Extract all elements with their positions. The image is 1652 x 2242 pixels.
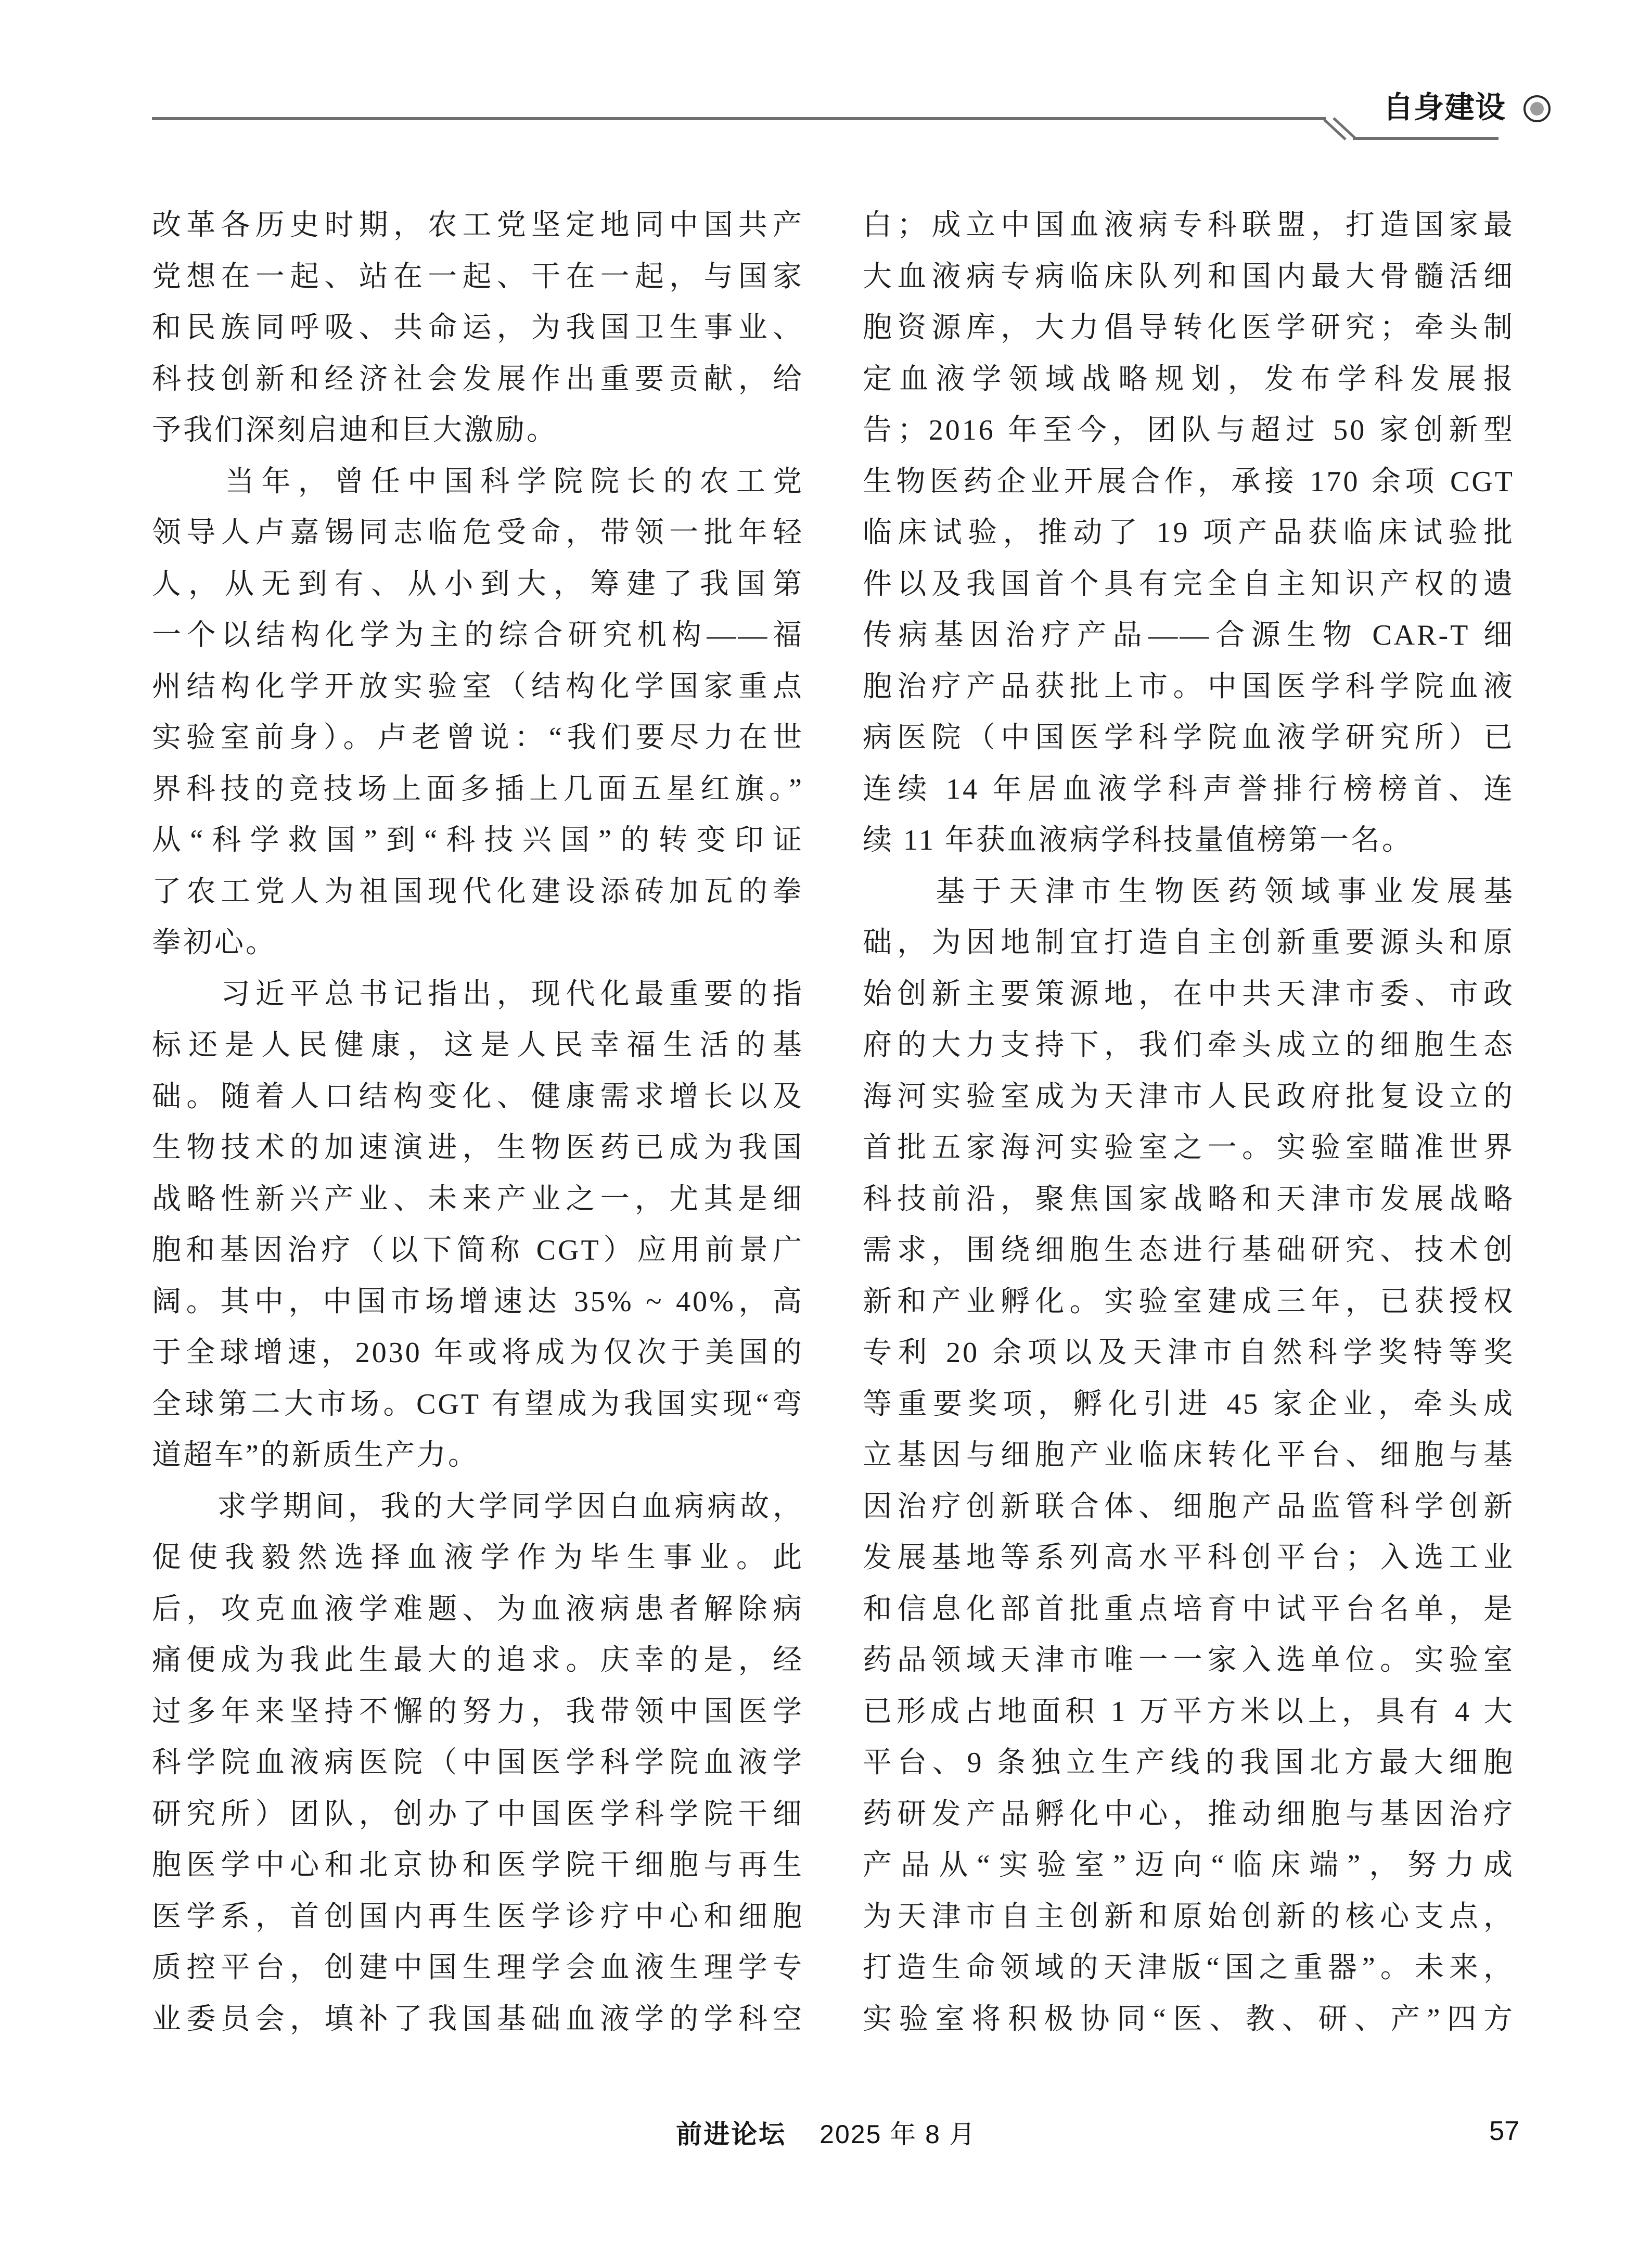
- body-text-line: 始创新主要策源地，在中共天津市委、市政: [863, 978, 1515, 1010]
- footer-center: [0, 2113, 1652, 2151]
- body-text-line: 告；2016 年至今，团队与超过 50 家创新型: [863, 414, 1515, 446]
- body-text-line: 研究所）团队，创办了中国医学科学院干细: [152, 1798, 804, 1830]
- body-text-line: 求学期间，我的大学同学因白血病病故，: [152, 1490, 804, 1523]
- body-text-line: 药研发产品孵化中心，推动细胞与基因治疗: [863, 1798, 1515, 1830]
- body-text-line: 需求，围绕细胞生态进行基础研究、技术创: [863, 1234, 1515, 1266]
- body-text-line: 海河实验室成为天津市人民政府批复设立的: [863, 1080, 1515, 1113]
- body-text-line: 胞治疗产品获批上市。中国医学科学院血液: [863, 670, 1515, 703]
- body-text-line: 胞资源库，大力倡导转化医学研究；牵头制: [863, 312, 1515, 344]
- body-text-line: 阔。其中，中国市场增速达 35% ~ 40%，高: [152, 1285, 804, 1318]
- body-text-line: 等重要奖项，孵化引进 45 家企业，牵头成: [863, 1388, 1515, 1420]
- body-text-line: 药品领域天津市唯一一家入选单位。实验室: [863, 1644, 1515, 1676]
- body-text-line: 临床试验，推动了 19 项产品获临床试验批: [863, 517, 1515, 549]
- body-text-line: 府的大力支持下，我们牵头成立的细胞生态: [863, 1029, 1515, 1061]
- body-text-line: 科技创新和经济社会发展作出重要贡献，给: [152, 363, 804, 395]
- body-text-line: 医学系，首创国内再生医学诊疗中心和细胞: [152, 1900, 804, 1933]
- ring-dot-inner: [1530, 102, 1544, 116]
- body-text-line: 和信息化部首批重点培育中试平台名单，是: [863, 1593, 1515, 1625]
- body-text-line: 生物技术的加速演进，生物医药已成为我国: [152, 1132, 804, 1164]
- body-text-line: 道超车”的新质生产力。: [152, 1439, 479, 1471]
- body-text-line: 过多年来坚持不懈的努力，我带领中国医学: [152, 1695, 804, 1728]
- page-footer: [0, 2113, 1652, 2155]
- body-text-line: 产品从“实验室”迈向“临床端”，努力成: [863, 1849, 1515, 1881]
- body-text-line: 科学院血液病医院（中国医学科学院血液学: [152, 1747, 804, 1779]
- body-text-line: 胞和基因治疗（以下简称 CGT）应用前景广: [152, 1234, 804, 1266]
- article-column-right: [863, 200, 1515, 2045]
- issue-date: 2025 年 8 月: [819, 2120, 976, 2149]
- body-text-line: 病医院（中国医学科学院血液学研究所）已: [863, 722, 1515, 754]
- body-text-line: 全球第二大市场。CGT 有望成为我国实现“弯: [152, 1388, 804, 1420]
- body-text-line: 科技前沿，聚焦国家战略和天津市发展战略: [863, 1183, 1515, 1215]
- body-text-line: 新和产业孵化。实验室建成三年，已获授权: [863, 1285, 1515, 1318]
- body-text-line: 平台、9 条独立生产线的我国北方最大细胞: [863, 1747, 1515, 1779]
- body-text-line: 促使我毅然选择血液学作为毕生事业。此: [152, 1542, 804, 1574]
- body-text-line: 大血液病专病临床队列和国内最大骨髓活细: [863, 260, 1515, 293]
- page-number: 57: [1489, 2116, 1519, 2146]
- body-text-line: 一个以结构化学为主的综合研究机构——福: [152, 619, 804, 651]
- ring-dot-icon: [1523, 95, 1551, 122]
- body-text-line: 定血液学领域战略规划，发布学科发展报: [863, 363, 1515, 395]
- body-text-line: 从“科学救国”到“科技兴国”的转变印证: [152, 824, 804, 856]
- body-text-line: 础。随着人口结构变化、健康需求增长以及: [152, 1080, 804, 1113]
- article-column-left: [152, 200, 804, 2045]
- body-text-line: 了农工党人为祖国现代化建设添砖加瓦的拳: [152, 875, 804, 908]
- body-text-line: 立基因与细胞产业临床转化平台、细胞与基: [863, 1439, 1515, 1471]
- body-text-line: 战略性新兴产业、未来产业之一，尤其是细: [152, 1183, 804, 1215]
- body-text-line: 连续 14 年居血液学科声誉排行榜榜首、连: [863, 773, 1515, 805]
- body-text-line: 界科技的竞技场上面多插上几面五星红旗。”: [152, 773, 804, 805]
- body-text-line: 因治疗创新联合体、细胞产品监管科学创新: [863, 1490, 1515, 1523]
- body-text-line: 实验室将积极协同“医、教、研、产”四方: [863, 2003, 1515, 2035]
- body-text-line: 续 11 年获血液病学科技量值榜第一名。: [863, 824, 1413, 856]
- body-text-line: 拳初心。: [152, 927, 277, 959]
- body-text-line: 已形成占地面积 1 万平方米以上，具有 4 大: [863, 1695, 1515, 1728]
- body-text-line: 传病基因治疗产品——合源生物 CAR-T 细: [863, 619, 1515, 651]
- body-text-line: 业委员会，填补了我国基础血液学的学科空: [152, 2003, 804, 2035]
- body-text-line: 后，攻克血液学难题、为血液病患者解除病: [152, 1593, 804, 1625]
- body-text-line: 州结构化学开放实验室（结构化学国家重点: [152, 670, 804, 703]
- body-text-line: 习近平总书记指出，现代化最重要的指: [152, 978, 804, 1010]
- body-text-line: 痛便成为我此生最大的追求。庆幸的是，经: [152, 1644, 804, 1676]
- body-text-line: 生物医药企业开展合作，承接 170 余项 CGT: [863, 465, 1515, 498]
- body-text-line: 首批五家海河实验室之一。实验室瞄准世界: [863, 1132, 1515, 1164]
- body-text-line: 改革各历史时期，农工党坚定地同中国共产: [152, 209, 804, 241]
- section-title: 自身建设: [1383, 91, 1506, 124]
- body-text-line: 白；成立中国血液病专科联盟，打造国家最: [863, 209, 1515, 241]
- body-text-line: 发展基地等系列高水平科创平台；入选工业: [863, 1542, 1515, 1574]
- body-text-line: 于全球增速，2030 年或将成为仅次于美国的: [152, 1337, 804, 1369]
- body-text-line: 实验室前身）。卢老曾说：“我们要尽力在世: [152, 722, 804, 754]
- body-text-line: 党想在一起、站在一起、干在一起，与国家: [152, 260, 804, 293]
- journal-name: 前进论坛: [676, 2120, 787, 2149]
- body-text-line: 和民族同呼吸、共命运，为我国卫生事业、: [152, 312, 804, 344]
- body-text-line: 基于天津市生物医药领域事业发展基: [863, 875, 1515, 908]
- body-text-line: 当年，曾任中国科学院院长的农工党: [152, 465, 804, 498]
- body-text-line: 打造生命领域的天津版“国之重器”。未来，: [863, 1952, 1515, 1984]
- body-text-line: 予我们深刻启迪和巨大激励。: [152, 414, 558, 446]
- body-text-line: 件以及我国首个具有完全自主知识产权的遗: [863, 568, 1515, 600]
- body-text-line: 为天津市自主创新和原始创新的核心支点，: [863, 1900, 1515, 1933]
- body-text-line: 领导人卢嘉锡同志临危受命，带领一批年轻: [152, 517, 804, 549]
- header-rule: [0, 0, 1652, 166]
- body-text-line: 础，为因地制宜打造自主创新重要源头和原: [863, 927, 1515, 959]
- body-text-line: 人，从无到有、从小到大，筹建了我国第: [152, 568, 804, 600]
- body-text-line: 专利 20 余项以及天津市自然科学奖特等奖: [863, 1337, 1515, 1369]
- body-text-line: 质控平台，创建中国生理学会血液生理学专: [152, 1952, 804, 1984]
- body-text-line: 标还是人民健康，这是人民幸福生活的基: [152, 1029, 804, 1061]
- body-text-line: 胞医学中心和北京协和医学院干细胞与再生: [152, 1849, 804, 1881]
